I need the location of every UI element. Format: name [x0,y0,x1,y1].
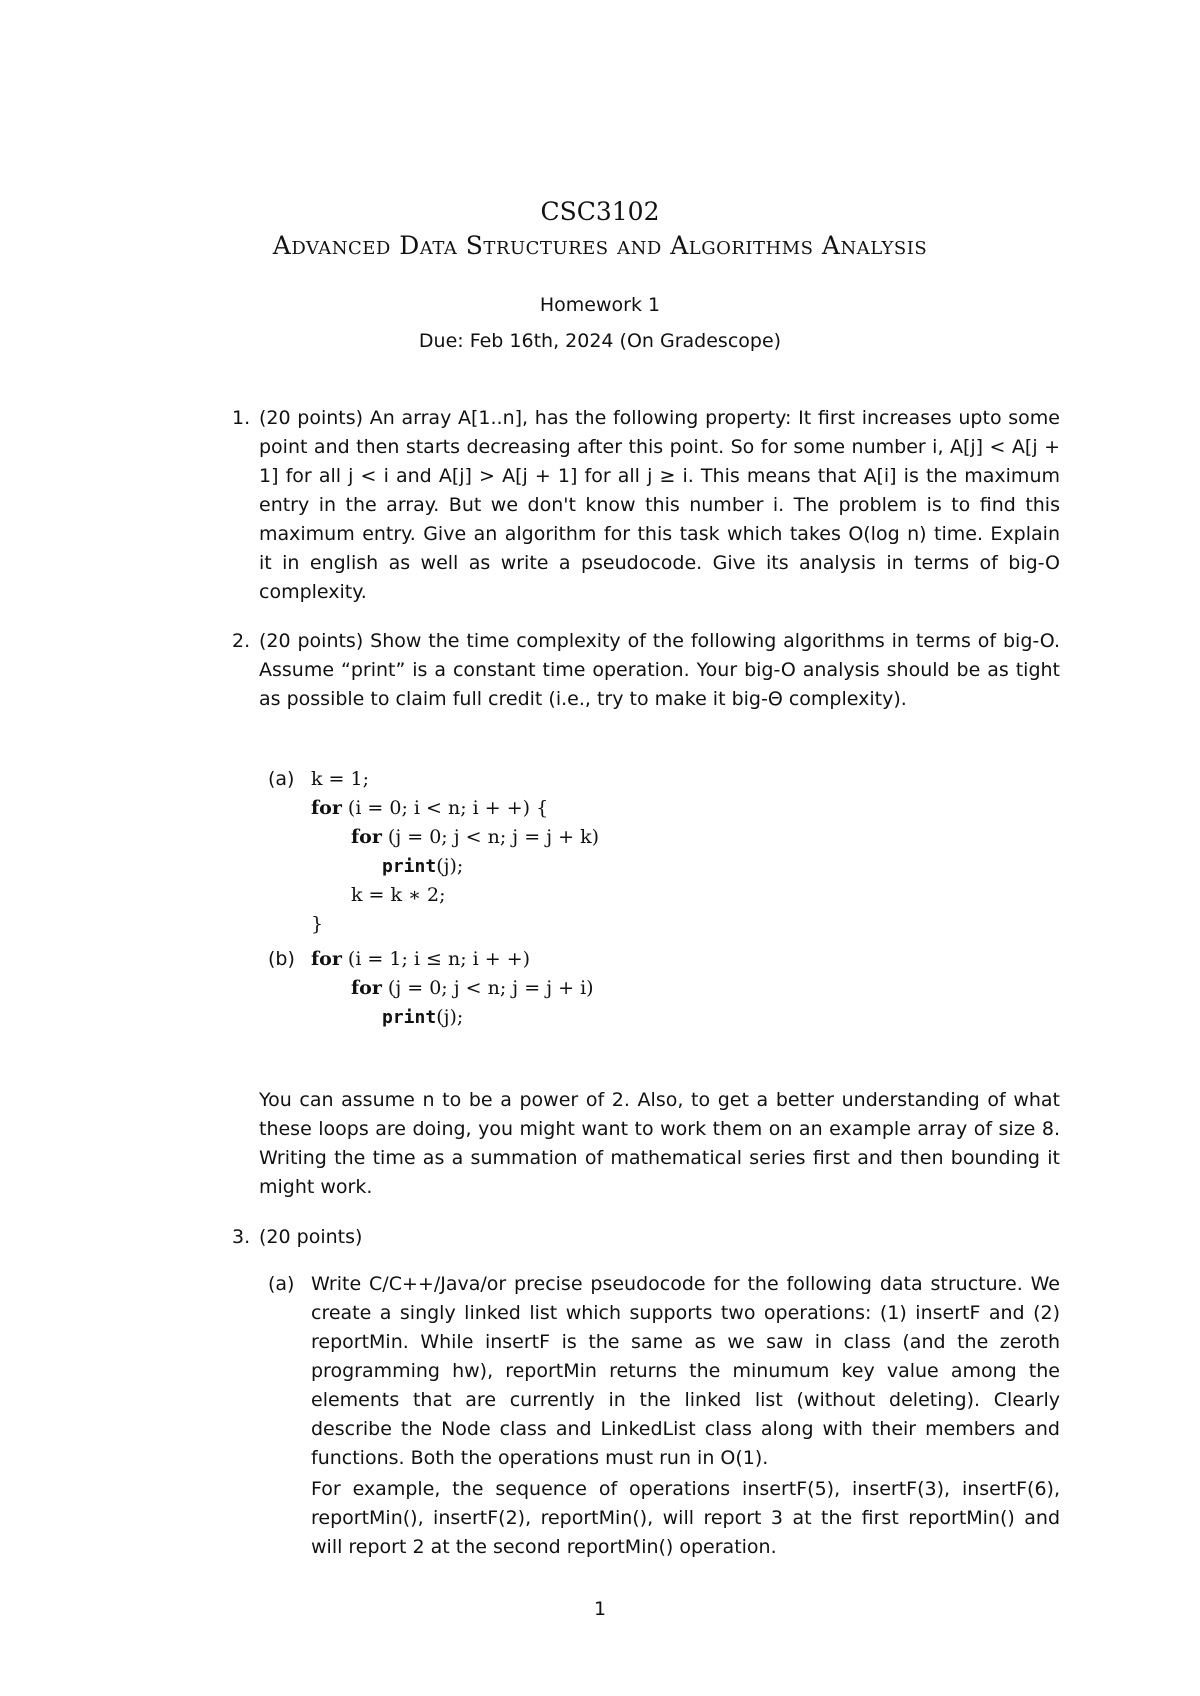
page-number: 1 [593,1598,607,1620]
code-line-rest: (i = 0; i < n; i + +) { [347,797,549,819]
code-line-rest: (j); [436,1006,464,1028]
code-line [382,852,463,881]
code-line-rest: (j); [436,855,464,877]
course-code: CSC3102 [540,197,660,226]
code-line [311,794,548,823]
problem-3a-text: Write C/C++/Java/or precise pseudocode for the following data structure. We create a singly linked list which supports two operations: (1) insertF and (2) reportMin. While insertF is the same as we saw in class (and the zeroth programming hw), reportMin returns the minumum key value among the elements that are currently in the linked list (without deleting). Clearly describe the Node class and LinkedList class along with their members and functions. Both the operations must run in O(1). [311,1273,1060,1469]
code-line [351,823,599,852]
problem-3-number: 3. [232,1226,251,1248]
code-line [382,1003,463,1032]
code-keyword: for [351,826,382,848]
code-line-rest: (i = 1; i ≤ n; i + +) [347,948,531,970]
code-line-rest: (j = 0; j < n; j = j + i) [387,977,594,999]
code-line [311,945,530,974]
homework-label: Homework 1 [539,294,661,316]
code-line-rest: (j = 0; j < n; j = j + k) [387,826,600,848]
problem-2a-label: (a) [268,768,295,790]
problem-2-text: (20 points) Show the time complexity of the following algorithms in terms of big-O. Assume “print” is a constant time operation. Your big-O analysis should be as tight as possible to claim full credit (i.e., try to make it big-Θ complexity). [259,630,1060,710]
code-line [351,974,594,1003]
code-function: print [382,856,437,877]
problem-2-number: 2. [232,630,251,652]
problem-2b-label: (b) [268,948,295,970]
due-date: Due: Feb 16th, 2024 (On Gradescope) [418,330,782,352]
problem-3a-label: (a) [268,1273,295,1295]
code-keyword: for [311,797,342,819]
code-keyword: for [351,977,382,999]
problem-3-text: (20 points) [259,1226,363,1248]
problem-3a-example: For example, the sequence of operations insertF(5), insertF(3), insertF(6), reportMin(), insertF(2), reportMin(), will report 3 at the first reportMin() and will report 2 at the second reportMin() operation. [311,1478,1060,1558]
code-function: print [382,1007,437,1028]
problem-1-number: 1. [232,407,251,429]
code-line: k = k ∗ 2; [351,884,446,906]
code-line: k = 1; [311,768,370,790]
problem-1-text: (20 points) An array A[1..n], has the following property: It first increases upto some point and then starts decreasing after this point. So for some number i, A[j] < A[j + 1] for all j < i and A[j] > A[j + 1] for all j ≥ i. This means that A[i] is the maximum entry in the array. But we don't know this number i. The problem is to find this maximum entry. Give an algorithm for this task which takes O(log n) time. Explain it in english as well as write a pseudocode. Give its analysis in terms of big-O complexity. [259,407,1060,603]
problem-2-note: You can assume n to be a power of 2. Also, to get a better understanding of what these loops are doing, you might want to work them on an example array of size 8. Writing the time as a summation of mathematical series first and then bounding it might work. [259,1089,1060,1198]
code-keyword: for [311,948,342,970]
course-title: Advanced Data Structures and Algorithms Analysis [272,231,928,260]
code-line: } [311,913,324,935]
